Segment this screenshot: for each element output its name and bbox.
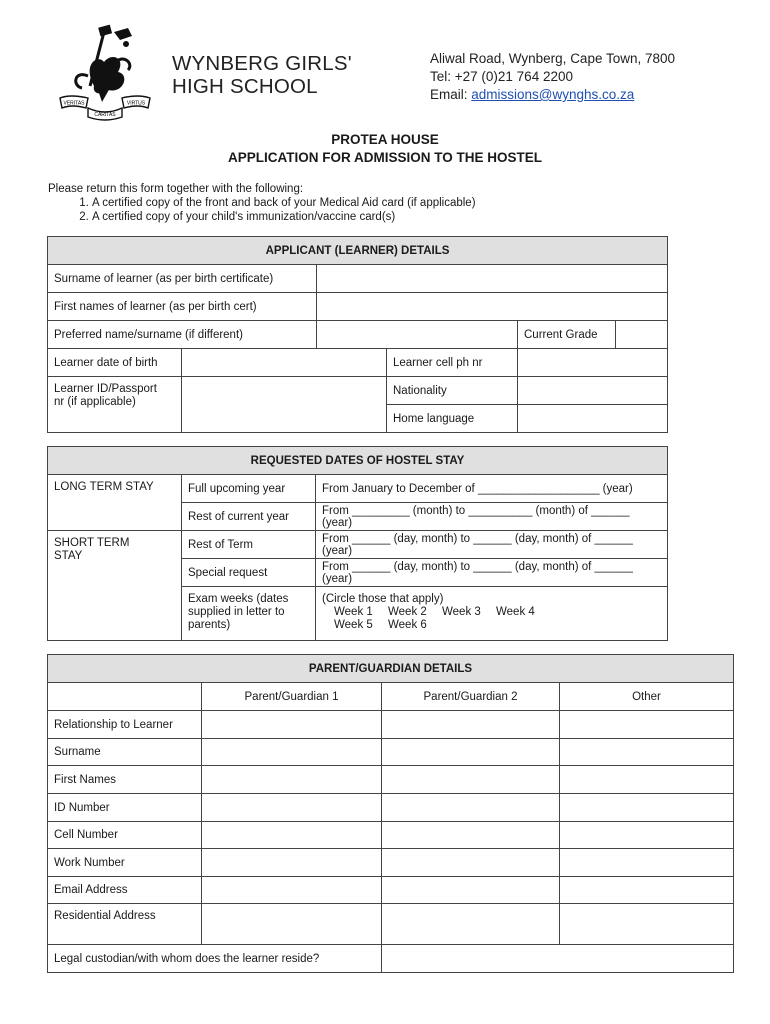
email-address-field-pg2[interactable] <box>382 877 560 904</box>
legal-custodian-label: Legal custodian/with whom does the learner reside? <box>48 945 382 973</box>
week-4-option[interactable]: Week 4 <box>496 606 535 618</box>
column-parent-guardian-2: Parent/Guardian 2 <box>382 683 560 711</box>
form-title: APPLICATION FOR ADMISSION TO THE HOSTEL <box>227 150 542 165</box>
residential-address-field-pg1[interactable] <box>202 904 382 945</box>
exam-week-options <box>334 606 550 632</box>
cell-number-field-pg2[interactable] <box>382 822 560 849</box>
cell-field[interactable] <box>518 349 668 377</box>
required-documents-list <box>48 196 476 224</box>
week-6-option[interactable]: Week 6 <box>388 619 427 631</box>
week-3-option[interactable]: Week 3 <box>442 606 481 618</box>
school-tel: Tel: +27 (0)21 764 2200 <box>430 69 573 84</box>
short-term-label: SHORT TERM STAY <box>48 531 182 641</box>
dob-label: Learner date of birth <box>48 349 182 377</box>
nationality-label: Nationality <box>387 377 518 405</box>
work-number-field-pg1[interactable] <box>202 849 382 877</box>
week-2-option[interactable]: Week 2 <box>388 606 427 618</box>
id-passport-label: Learner ID/Passport nr (if applicable) <box>48 377 182 433</box>
id-number-field-pg1[interactable] <box>202 794 382 822</box>
relationship-field-other[interactable] <box>560 711 734 739</box>
work-number-field-pg2[interactable] <box>382 849 560 877</box>
cell-label: Learner cell ph nr <box>387 349 518 377</box>
surname-field[interactable] <box>317 265 668 293</box>
exam-weeks-option[interactable]: Exam weeks (dates supplied in letter to parents) <box>182 587 316 641</box>
applicant-section-header: APPLICANT (LEARNER) DETAILS <box>48 237 668 265</box>
full-year-option[interactable]: Full upcoming year <box>182 475 316 503</box>
school-contact <box>430 50 675 104</box>
cell-number-label: Cell Number <box>48 822 202 849</box>
column-other: Other <box>560 683 734 711</box>
surname-label: Surname of learner (as per birth certificate) <box>48 265 317 293</box>
home-language-label: Home language <box>387 405 518 433</box>
residential-address-label: Residential Address <box>48 904 202 945</box>
parent-section-header: PARENT/GUARDIAN DETAILS <box>48 655 734 683</box>
school-name-line2: HIGH SCHOOL <box>172 75 318 98</box>
school-crest-logo <box>52 24 158 122</box>
work-number-field-other[interactable] <box>560 849 734 877</box>
surname-label: Surname <box>48 739 202 766</box>
surname-field-other[interactable] <box>560 739 734 766</box>
cell-number-field-pg1[interactable] <box>202 822 382 849</box>
week-5-option[interactable]: Week 5 <box>334 619 373 631</box>
long-term-label: LONG TERM STAY <box>48 475 182 531</box>
cell-number-field-other[interactable] <box>560 822 734 849</box>
first-names-field-other[interactable] <box>560 766 734 794</box>
form-title-house: PROTEA HOUSE <box>331 132 439 147</box>
relationship-label: Relationship to Learner <box>48 711 202 739</box>
email-address-field-pg1[interactable] <box>202 877 382 904</box>
rest-of-term-text[interactable]: From ______ (day, month) to ______ (day, month) of ______ (year) <box>316 531 668 559</box>
surname-field-pg2[interactable] <box>382 739 560 766</box>
id-number-field-pg2[interactable] <box>382 794 560 822</box>
week-1-option[interactable]: Week 1 <box>334 606 373 618</box>
hostel-dates-table <box>47 446 668 641</box>
first-names-label: First names of learner (as per birth cert) <box>48 293 317 321</box>
crest-motto-left: VERITAS <box>63 100 85 107</box>
email-link[interactable]: admissions@wynghs.co.za <box>471 87 635 102</box>
first-names-field-pg2[interactable] <box>382 766 560 794</box>
first-names-field-pg1[interactable] <box>202 766 382 794</box>
first-names-field[interactable] <box>317 293 668 321</box>
parent-corner-cell <box>48 683 202 711</box>
residential-address-field-other[interactable] <box>560 904 734 945</box>
id-number-label: ID Number <box>48 794 202 822</box>
email-label: Email: <box>430 87 472 102</box>
special-request-option[interactable]: Special request <box>182 559 316 587</box>
email-address-label: Email Address <box>48 877 202 904</box>
dates-section-header: REQUESTED DATES OF HOSTEL STAY <box>48 447 668 475</box>
relationship-field-pg1[interactable] <box>202 711 382 739</box>
exam-weeks-selection <box>316 587 668 641</box>
relationship-field-pg2[interactable] <box>382 711 560 739</box>
circle-instruction: (Circle those that apply) <box>322 593 444 605</box>
intro-text: Please return this form together with the following: <box>48 183 304 195</box>
required-document-item: 2. A certified copy of your child's immunization/vaccine card(s) <box>92 210 476 224</box>
applicant-details-table <box>47 236 668 433</box>
required-document-item: 1. A certified copy of the front and back of your Medical Aid card (if applicable) <box>92 196 476 210</box>
school-address: Aliwal Road, Wynberg, Cape Town, 7800 <box>430 51 676 66</box>
intro-instructions <box>48 182 476 224</box>
school-name <box>172 52 352 98</box>
id-passport-field[interactable] <box>182 377 387 433</box>
full-year-text[interactable]: From January to December of ___________________ (year) <box>316 475 668 503</box>
column-parent-guardian-1: Parent/Guardian 1 <box>202 683 382 711</box>
work-number-label: Work Number <box>48 849 202 877</box>
nationality-field[interactable] <box>518 377 668 405</box>
legal-custodian-field[interactable] <box>382 945 734 973</box>
home-language-field[interactable] <box>518 405 668 433</box>
current-grade-field[interactable] <box>616 321 668 349</box>
special-request-text[interactable]: From ______ (day, month) to ______ (day, month) of ______ (year) <box>316 559 668 587</box>
first-names-label: First Names <box>48 766 202 794</box>
preferred-name-label: Preferred name/surname (if different) <box>48 321 317 349</box>
parent-guardian-table <box>47 654 734 973</box>
crest-motto-bottom: CARITAS <box>94 112 116 118</box>
rest-of-year-option[interactable]: Rest of current year <box>182 503 316 531</box>
school-name-line1: WYNBERG GIRLS' <box>172 52 352 75</box>
surname-field-pg1[interactable] <box>202 739 382 766</box>
dob-field[interactable] <box>182 349 387 377</box>
crest-motto-right: VIRTUS <box>126 100 146 107</box>
id-number-field-other[interactable] <box>560 794 734 822</box>
preferred-name-field[interactable] <box>317 321 518 349</box>
rest-of-year-text[interactable]: From _________ (month) to __________ (month) of ______ (year) <box>316 503 668 531</box>
current-grade-label: Current Grade <box>518 321 616 349</box>
email-address-field-other[interactable] <box>560 877 734 904</box>
residential-address-field-pg2[interactable] <box>382 904 560 945</box>
rest-of-term-option[interactable]: Rest of Term <box>182 531 316 559</box>
